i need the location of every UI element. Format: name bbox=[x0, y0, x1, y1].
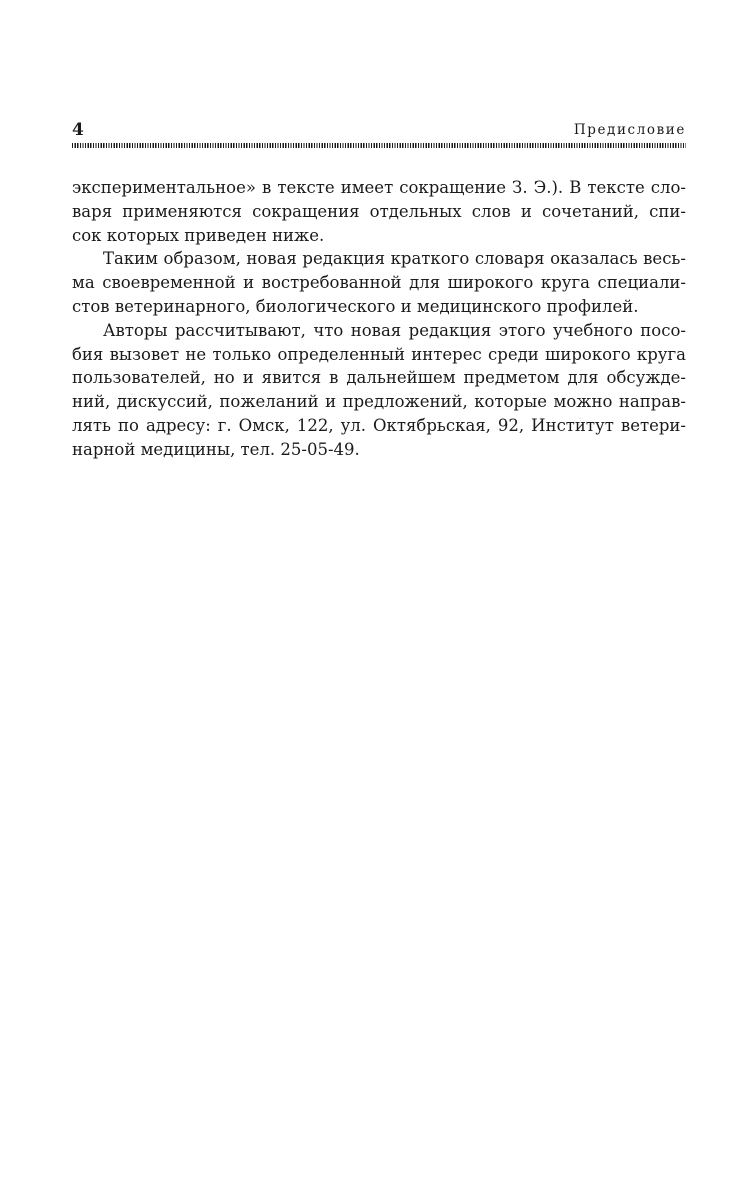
paragraph-line: Авторы рассчитывают, что новая редакция этого учебного посо- bbox=[103, 320, 686, 340]
paragraph-line: лять по адресу: г. Омск, 122, ул. Октябрьская, 92, Институт ветери- bbox=[72, 415, 686, 435]
body-text bbox=[72, 176, 686, 462]
paragraph-line: сок которых приведен ниже. bbox=[72, 225, 325, 245]
paragraph-line: пользователей, но и явится в дальнейшем предметом для обсужде- bbox=[72, 368, 686, 388]
paragraph-line: нарной медицины, тел. 25-05-49. bbox=[72, 439, 360, 459]
page-number: 4 bbox=[72, 120, 84, 140]
paragraph-2 bbox=[72, 247, 686, 318]
paragraph-line: ма своевременной и востребованной для широкого круга специали- bbox=[72, 273, 686, 293]
page-header bbox=[72, 118, 686, 142]
paragraph-line: бия вызовет не только определенный интерес среди широкого круга bbox=[72, 344, 686, 364]
paragraph-line: Таким образом, новая редакция краткого словаря оказалась весь- bbox=[103, 249, 686, 269]
paragraph-line: экспериментальное» в тексте имеет сокращение З. Э.). В тексте сло- bbox=[72, 178, 686, 197]
paragraph-3 bbox=[72, 319, 686, 462]
paragraph-line: стов ветеринарного, биологического и медицинского профилей. bbox=[72, 296, 639, 316]
running-title: Предисловие bbox=[573, 122, 686, 138]
paragraph-1 bbox=[72, 176, 686, 247]
paragraph-line: варя применяются сокращения отдельных слов и сочетаний, спи- bbox=[72, 201, 686, 221]
header-rule bbox=[72, 143, 686, 148]
paragraph-line: ний, дискуссий, пожеланий и предложений, которые можно направ- bbox=[72, 392, 686, 412]
